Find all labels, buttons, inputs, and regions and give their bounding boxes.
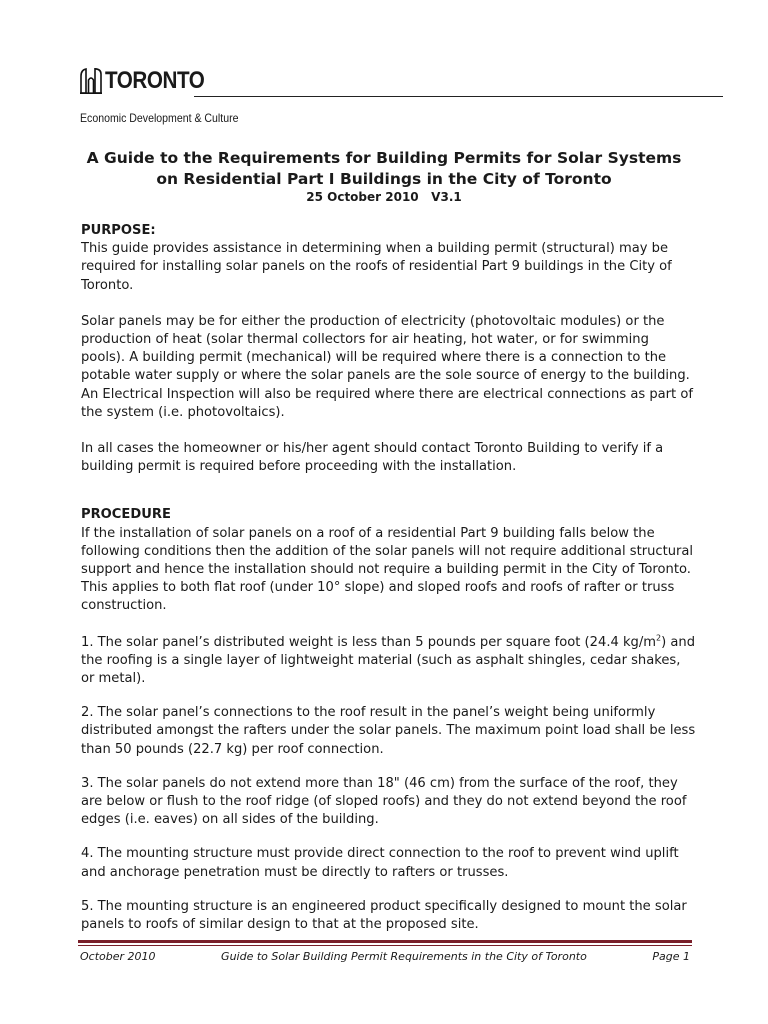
superscript: 2 <box>656 633 662 643</box>
page-header <box>80 58 723 98</box>
footer-date: October 2010 <box>80 950 156 963</box>
procedure-item-4: 4. The mounting structure must provide direct connection to the roof to prevent wind uplift and anchorage penetration must be directly to rafters or trusses. <box>81 846 679 880</box>
title-line-2: on Residential Part I Buildings in the City of Toronto <box>156 170 612 188</box>
logo-wordmark: TORONTO <box>105 67 205 94</box>
procedure-item-3: 3. The solar panels do not extend more than 18" (46 cm) from the surface of the roof, they are below or flush to the roof ridge (of sloped roofs) and they do not extend beyond the roof edges (i.e. eaves) on all sides of the building. <box>81 775 687 828</box>
procedure-item-1-text-b: ) and the roofing is a single layer of lightweight material (such as asphalt shingles, cedar shakes, or metal). <box>81 634 696 687</box>
department-name: Economic Development & Culture <box>80 111 239 125</box>
procedure-item-1 <box>81 634 696 689</box>
purpose-paragraph-3: In all cases the homeowner or his/her agent should contact Toronto Building to verify if a building permit is required before proceeding with the installation. <box>81 441 664 475</box>
header-rule <box>194 96 723 97</box>
procedure-heading: PROCEDURE <box>81 507 171 523</box>
city-hall-icon <box>80 68 102 94</box>
procedure-item-1-text-a: 1. The solar panel’s distributed weight is less than 5 pounds per square foot (24.4 kg/m <box>81 634 657 650</box>
procedure-item-2: 2. The solar panel’s connections to the roof result in the panel’s weight being uniformly distributed amongst the rafters under the solar panels. The maximum point load shall be less than 50 pounds (22.7 kg) per roof connection. <box>81 705 696 757</box>
procedure-intro: If the installation of solar panels on a roof of a residential Part 9 building falls below the following conditions then the addition of the solar panels will not require additional structural support and hence the installation should not require a building permit in the City of Toronto. This applies to both flat roof (under 10° slope) and sloped roofs and roofs of rafter or truss construction. <box>81 525 694 614</box>
footer-title: Guide to Solar Building Permit Requirements in the City of Toronto <box>221 950 587 963</box>
footer-rule-thin <box>78 945 692 946</box>
title-line-1: A Guide to the Requirements for Building Permits for Solar Systems <box>86 149 682 167</box>
purpose-heading: PURPOSE: <box>81 223 156 238</box>
procedure-item-5: 5. The mounting structure is an engineered product specifically designed to mount the solar panels to roofs of similar design to that at the proposed site. <box>81 898 687 933</box>
date-version: 25 October 2010 V3.1 <box>306 190 462 204</box>
footer-rule-thick <box>78 940 692 943</box>
purpose-paragraph-2: Solar panels may be for either the production of electricity (photovoltaic modules) or the production of heat (solar thermal collectors for air heating, hot water, or for swimming pools). A building permit (mechanical) will be required where there is a connection to the potable water supply or where the solar panels are the sole source of energy to the building. An Electrical Inspection will also be required where there are electrical connections as part of the system (i.e. photovoltaics). <box>81 313 693 420</box>
footer-page-number: Page 1 <box>652 950 690 963</box>
toronto-logo <box>80 62 221 94</box>
document-title <box>60 148 708 190</box>
document-body <box>81 222 696 934</box>
purpose-paragraph-1: This guide provides assistance in determining when a building permit (structural) may be required for installing solar panels on the roofs of residential Part 9 buildings in the City of Toronto. <box>81 241 672 293</box>
page-footer <box>80 950 690 963</box>
